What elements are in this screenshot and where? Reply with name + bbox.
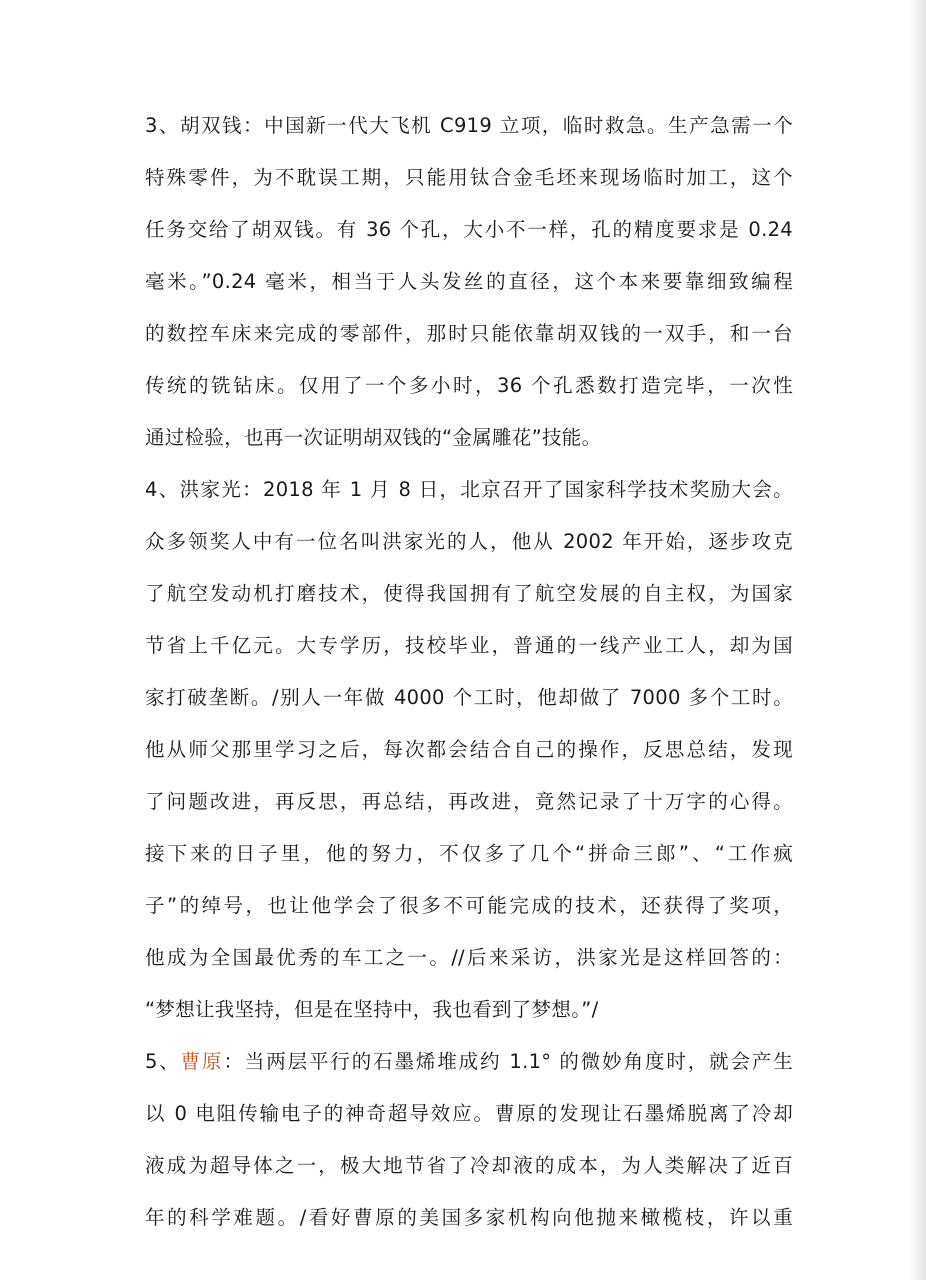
s3-line-3: 任务交给了胡双钱。有 36 个孔，大小不一样，孔的精度要求是 0.24 bbox=[145, 218, 793, 241]
s4-line-3: 了航空发动机打磨技术，使得我国拥有了航空发展的自主权，为国家 bbox=[145, 582, 793, 605]
s3-line-6: 传统的铣钻床。仅用了一个多小时，36 个孔悉数打造完毕，一次性 bbox=[145, 374, 793, 397]
s5-prefix: 5、 bbox=[145, 1050, 181, 1073]
s3-line-1: 3、胡双钱：中国新一代大飞机 C919 立项，临时救急。生产急需一个 bbox=[145, 114, 793, 137]
s5-line-1 bbox=[145, 1036, 793, 1088]
s4-line-9: 子”的绰号，也让他学会了很多不可能完成的技术，还获得了奖项， bbox=[145, 894, 793, 917]
s4-line-8: 接下来的日子里，他的努力，不仅多了几个“拼命三郎”、“工作疯 bbox=[145, 842, 793, 865]
s4-line-2: 众多领奖人中有一位名叫洪家光的人，他从 2002 年开始，逐步攻克 bbox=[145, 530, 793, 553]
s3-line-7: 通过检验，也再一次证明胡双钱的“金属雕花”技能。 bbox=[145, 426, 602, 449]
s4-line-10: 他成为全国最优秀的车工之一。//后来采访，洪家光是这样回答的： bbox=[145, 946, 793, 969]
document-body bbox=[145, 100, 793, 1244]
s5-line-1-rest: ：当两层平行的石墨烯堆成约 1.1° 的微妙角度时，就会产生 bbox=[223, 1050, 793, 1073]
s4-line-6: 他从师父那里学习之后，每次都会结合自己的操作，反思总结，发现 bbox=[145, 738, 793, 761]
s3-line-2: 特殊零件，为不耽误工期，只能用钛合金毛坯来现场临时加工，这个 bbox=[145, 166, 793, 189]
s3-line-4: 毫米。”0.24 毫米，相当于人头发丝的直径，这个本来要靠细致编程 bbox=[145, 270, 793, 293]
s5-line-4: 年的科学难题。/看好曹原的美国多家机构向他抛来橄榄枝，许以重 bbox=[145, 1206, 793, 1229]
s5-highlighted-name: 曹原 bbox=[180, 1050, 224, 1073]
s4-line-11: “梦想让我坚持，但是在坚持中，我也看到了梦想。”/ bbox=[145, 998, 599, 1021]
s3-line-5: 的数控车床来完成的零部件，那时只能依靠胡双钱的一双手，和一台 bbox=[145, 322, 793, 345]
s5-line-2: 以 0 电阻传输电子的神奇超导效应。曹原的发现让石墨烯脱离了冷却 bbox=[145, 1102, 793, 1125]
page-edge-shadow bbox=[908, 0, 926, 1280]
s4-line-7: 了问题改进，再反思，再总结，再改进，竟然记录了十万字的心得。 bbox=[145, 790, 793, 813]
s4-line-1: 4、洪家光：2018 年 1 月 8 日，北京召开了国家科学技术奖励大会。 bbox=[145, 478, 793, 501]
s4-line-5: 家打破垄断。/别人一年做 4000 个工时，他却做了 7000 多个工时。 bbox=[145, 686, 793, 709]
s5-line-3: 液成为超导体之一，极大地节省了冷却液的成本，为人类解决了近百 bbox=[145, 1154, 793, 1177]
s4-line-4: 节省上千亿元。大专学历，技校毕业，普通的一线产业工人，却为国 bbox=[145, 634, 793, 657]
